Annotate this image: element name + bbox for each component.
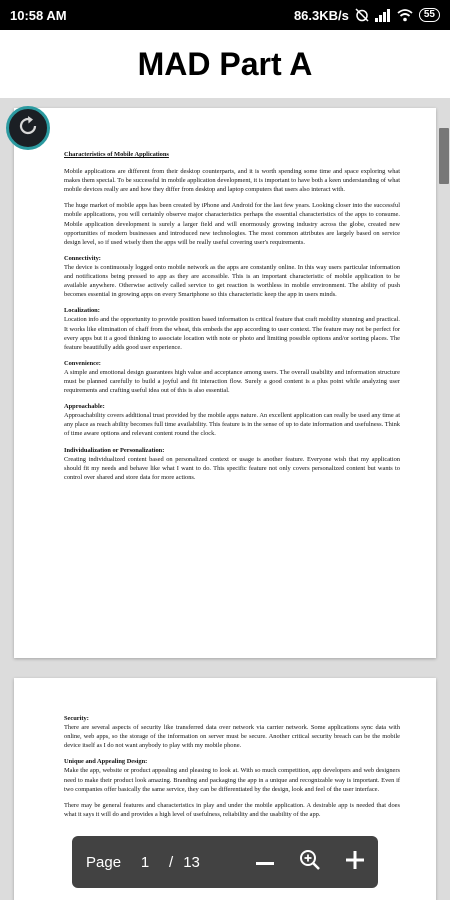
section-convenience (64, 359, 400, 395)
signal-icon (375, 9, 391, 22)
plus-icon (346, 851, 364, 874)
status-bar (0, 0, 450, 30)
section-security (64, 714, 400, 750)
page-separator: / (169, 853, 174, 871)
section-heading: Convenience: (64, 359, 101, 367)
pdf-page-1 (14, 108, 436, 658)
zoom-out-button[interactable] (248, 845, 282, 879)
page-2-content (14, 678, 436, 819)
section-body: There are several aspects of security like transferred data over network via carrier network. Some applications sync data with online, web apps, so the storage of the information on server must be secure. Another critical security breach can be the mobile device itself as I do not want anybody to play with my mobile phone. (64, 724, 400, 750)
zoom-in-button[interactable] (293, 845, 327, 879)
document-title: MAD Part A (137, 45, 313, 82)
section-body: Make the app, website or product appealing and pleasing to look at. With so much competition, app developers and web designers need to make their product look amazing. Branding and packaging the app in a unique and recognizable way is important. Even if two companies offer basically the same service, they can be differentiated by the design, look and feel of the user interface. (64, 767, 400, 793)
minus-icon (256, 853, 274, 871)
status-time: 10:58 AM (10, 7, 67, 23)
section-heading: Security: (64, 715, 89, 722)
section-heading: Individualization or Personalization: (64, 446, 165, 454)
alarm-off-icon (355, 8, 369, 22)
add-button[interactable] (338, 845, 372, 879)
wifi-icon (397, 9, 413, 22)
paragraph: Mobile applications are different from their desktop counterparts, and it is worth spending some time and space exploring what makes them special. To be successful in mobile application development, it is important to have both a keen understanding of what mobile devices really are and how they differ from desktop and laptop computers that users also interact with. (64, 168, 400, 194)
page-indicator (72, 854, 242, 871)
rotate-button[interactable] (6, 106, 50, 150)
section-localization (64, 306, 400, 351)
section-body: The device is continuously logged onto mobile network as the apps are constantly online. In this way users particular information and notifications being pressed to app as they are accessible. This is an important characteristic of mobile application to be available anywhere. Otherwise actively called service to get reaction is worthless in mobile environment. The ability of push becomes essential in growing apps on every Smartphone so this characteristic keep the app in users minds. (64, 263, 400, 299)
section-body: Location info and the opportunity to provide position based information is critical feature that craft mobility stunning and practical. It works like elimination of chaff from the wheat, this embeds the app according to user context. The feature may not be perfect for every apps but it a good thinking to associate location with note or photo and limiting possible options and/or sorting places. The feature beautifully adds good user experience. (64, 316, 400, 351)
section-body: A simple and emotional design guarantees high value and acceptance among users. The overall usability and information structure must be planned carefully to build a joyful and fit interaction flow. Surely a good content is a plus point while analyzing user requirements and crafting useful idea out of this is also essential. (64, 368, 400, 395)
section-individualization (64, 446, 400, 482)
doc-heading: Characteristics of Mobile Applications (64, 151, 169, 158)
title-bar (0, 30, 450, 98)
zoom-in-icon (299, 849, 321, 876)
section-heading: Localization: (64, 307, 100, 315)
rotate-icon (16, 114, 40, 143)
status-right (294, 8, 440, 23)
section-connectivity (64, 254, 400, 299)
scrollbar[interactable] (438, 98, 450, 900)
section-design (64, 757, 400, 793)
section-body: Approachability covers additional trust provided by the mobile apps nature. An excellent application can really be used any time at any place as reach ability becomes full time availability. This feature is in the sense of up to date information and usefulness. Think of time aware options and relevant content round the clock. (64, 412, 400, 438)
section-heading: Connectivity: (64, 254, 101, 262)
section-heading: Unique and Appealing Design: (64, 758, 148, 766)
section-body: Creating individualized content based on personalized context or usage is another feature. Everyone wish that my application should fit my needs and behave like what I want to do. This specific feature not only covers personalized content but wants to control over shared and store data for more actions. (64, 455, 400, 481)
section-heading: Approachable: (64, 403, 105, 411)
network-speed: 86.3KB/s (293, 7, 349, 23)
total-pages: 13 (183, 853, 200, 871)
section-approachable (64, 402, 400, 438)
page-1-content (14, 108, 436, 482)
zoom-controls (242, 845, 378, 879)
battery-indicator: 55 (419, 8, 440, 22)
page-toolbar (72, 836, 378, 888)
paragraph: There may be general features and characteristics in play and under the mobile application. A desirable app is needed that does what it says it will do and provides a high level of usefulness, reliability and the usability of the app. (64, 801, 400, 818)
pdf-viewer[interactable] (0, 98, 450, 900)
scroll-thumb[interactable] (439, 128, 449, 184)
paragraph: The huge market of mobile apps has been created by iPhone and Android for the last few years. Looking closer into the successful mobile applications, you will certainly observe major characteristics perhaps the essential characteristics of the apps to consume. Mobile application development is surely a larger field and will enormously growing industry across the globe, created new opportunities of modern businesses and introduced new technologies. The most common attributes are largely based on service design level, so if used wisely then the apps will be really useful covering user's requirements. (64, 202, 400, 246)
current-page-field[interactable]: 1 (140, 853, 150, 871)
page-label: Page (86, 853, 122, 871)
